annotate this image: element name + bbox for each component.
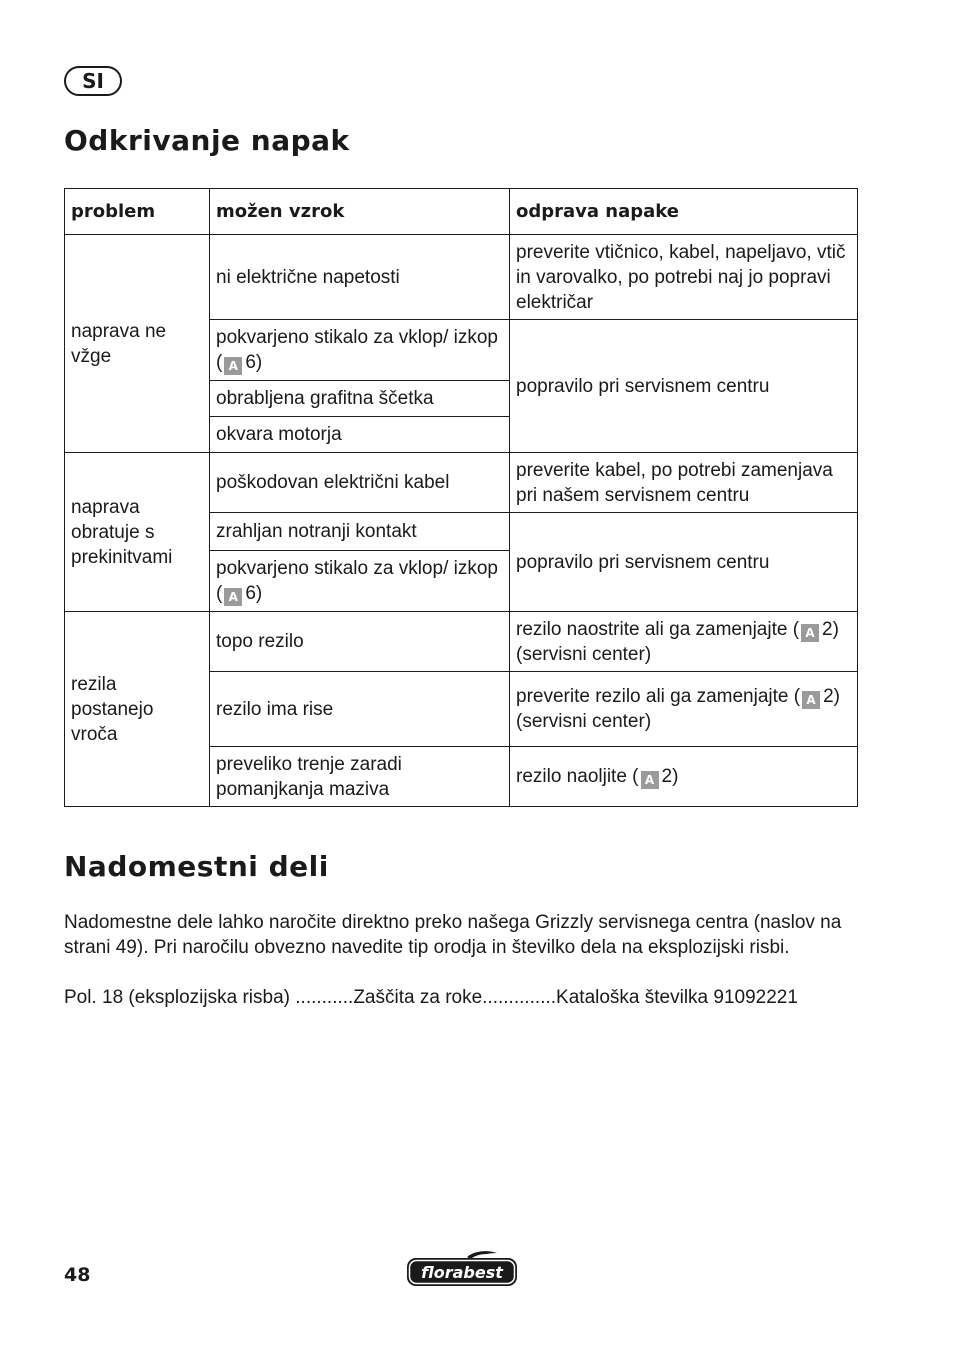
figure-a-badge: A [801,624,819,642]
cause-text: pokvarjeno stikalo za vklop/ izkop ( [216,558,498,604]
cause-cell: okvara motorja [210,417,510,453]
cause-cell [210,551,510,612]
remedy-cell: popravilo pri servisnem centru [510,320,858,453]
problem-text: naprava obratuje s prekinitvami [71,496,173,568]
remedy-cell [510,672,858,747]
cause-cell: rezilo ima rise [210,672,510,747]
table-row [65,235,858,320]
remedy-cell: preverite kabel, po potrebi zamenjava pri našem servisnem centru [510,453,858,513]
cause-ref: 6) [245,583,263,604]
remedy-cell [510,747,858,807]
problem-cell [65,612,210,807]
cause-cell: ni električne napetosti [210,235,510,320]
page-number: 48 [64,1264,91,1286]
problem-text: naprava ne vžge [71,320,167,367]
logo-text: florabest [421,1263,503,1282]
cause-cell: topo rezilo [210,612,510,672]
header-remedy: odprava napake [510,189,858,235]
table-header-row [65,189,858,235]
cause-cell: zrahljan notranji kontakt [210,513,510,551]
figure-a-badge: A [224,588,242,606]
cause-text: pokvarjeno stikalo za vklop/ izkop ( [216,327,498,373]
remedy-ref: 2) [661,766,679,787]
remedy-text: rezilo naoljite ( [516,766,639,787]
remedy-cell: preverite vtičnico, kabel, napeljavo, vtič in varovalko, po potrebi naj jo popravi električar [510,235,858,320]
header-problem: problem [65,189,210,235]
spare-parts-title: Nadomestni deli [64,850,329,883]
troubleshooting-title: Odkrivanje napak [64,124,350,157]
remedy-ref: 2) (servisni center) [516,686,840,732]
figure-a-badge: A [224,357,242,375]
cause-cell: preveliko trenje zaradi pomanjkanja maziva [210,747,510,807]
language-badge: SI [64,66,122,96]
table-row [65,612,858,672]
figure-a-badge: A [641,771,659,789]
remedy-text: preverite rezilo ali ga zamenjajte ( [516,686,801,707]
florabest-logo [405,1250,519,1288]
cause-cell: obrabljena grafitna ščetka [210,381,510,417]
remedy-ref: 2) (servisni center) [516,618,839,665]
cause-cell [210,320,510,381]
problem-cell [65,235,210,453]
spare-parts-paragraph: Nadomestne dele lahko naročite direktno preko našega Grizzly servisnega centra (naslov na strani 49). Pri naročilu obvezno navedite tip orodja in številko dela na eksplozijski risbi. [64,912,842,958]
cause-ref: 6) [245,352,263,373]
parts-line: Pol. 18 (eksplozijska risba) ...........Zaščita za roke..............Kataloška številka 91092221 [64,987,798,1008]
cause-cell: poškodovan električni kabel [210,453,510,513]
remedy-cell [510,612,858,672]
figure-a-badge: A [802,691,820,709]
remedy-text: rezilo naostrite ali ga zamenjajte ( [516,618,800,640]
troubleshooting-table [64,188,858,807]
remedy-cell: popravilo pri servisnem centru [510,513,858,612]
table-row [65,453,858,513]
header-cause: možen vzrok [210,189,510,235]
problem-text: rezila postanejo vroča [71,673,154,745]
problem-cell [65,453,210,612]
